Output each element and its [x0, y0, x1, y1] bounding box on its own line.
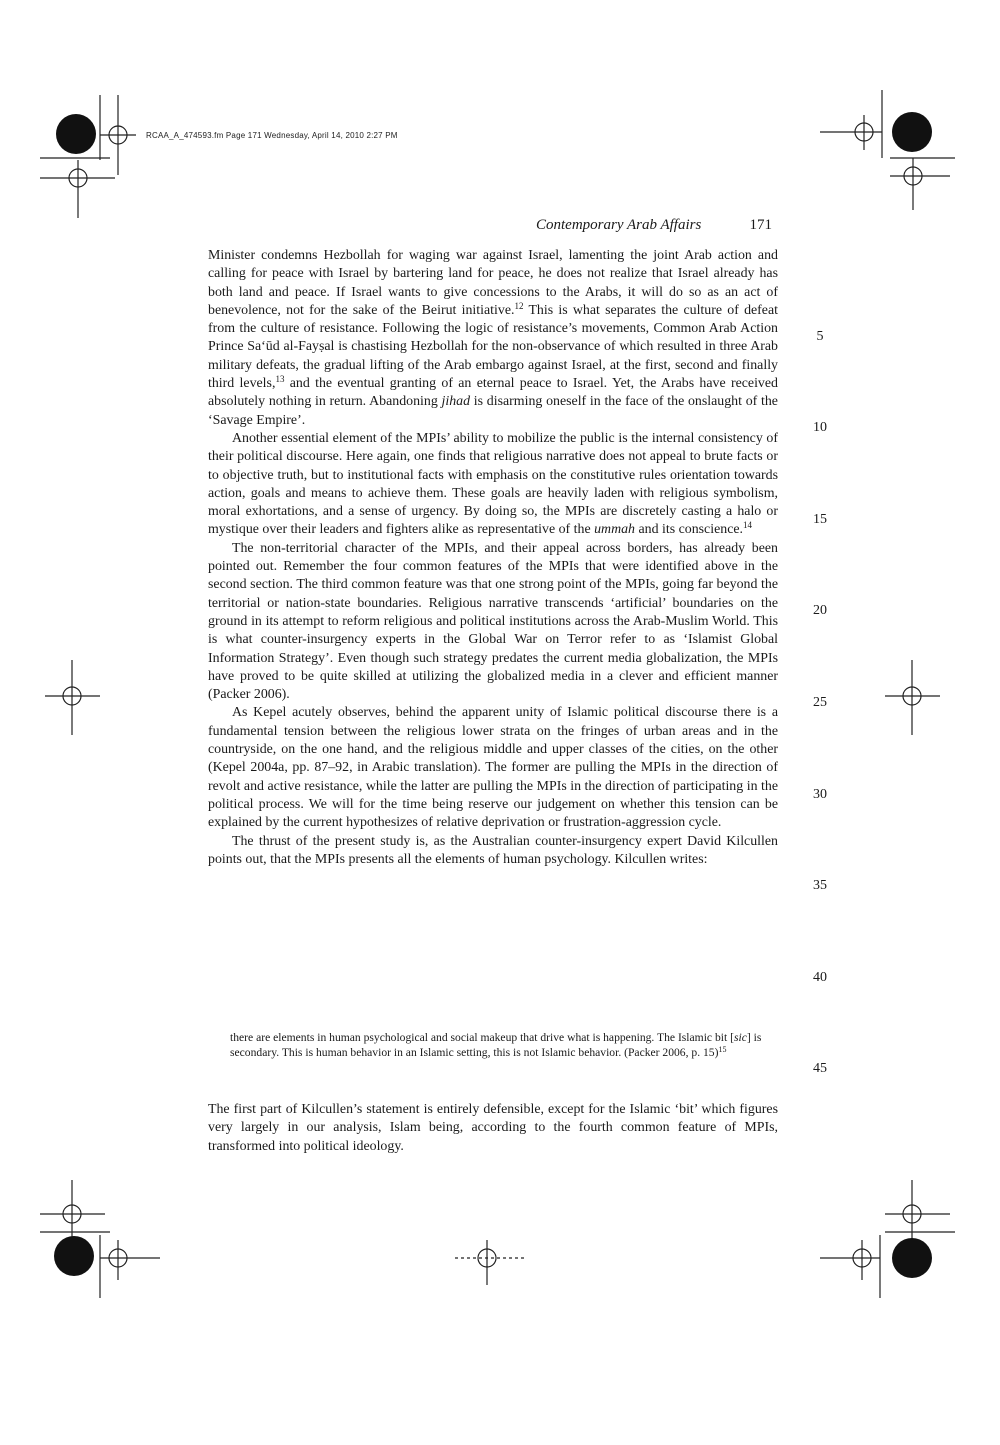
paragraph [208, 247, 778, 430]
text-run: The non-territorial character of the MPIs, and their appeal across borders, has already been pointed out. Remember the four common features of the MPIs that were identified above in the second section. The third common feature was that one strong point of the MPIs, going far beyond the territorial or nation-state boundaries. Religious narrative transcends ‘artificial’ boundaries on the ground in its attempt to reform religious and political institutions across the Arab-Muslim World. This is what counter-insurgency experts in the Global War on Terror refer to as ‘Islamist Global Information Strategy’. Even though such strategy predates the current media globalization, the MPIs have proved to be quite skilled at utilizing the globalized media in a clever and efficient manner (Packer 2006). [208, 540, 778, 703]
page-number: 171 [749, 217, 772, 233]
registration-dot [54, 1236, 94, 1276]
line-number: 40 [813, 970, 827, 985]
running-head [536, 217, 772, 234]
footnote-ref: 14 [743, 520, 752, 531]
registration-dot [892, 1238, 932, 1278]
text-run: ] is secondary. This is human behavior in an Islamic setting, this is not Islamic behavior. (Packer 2006, p. 15) [230, 1031, 762, 1059]
line-number: 45 [813, 1061, 827, 1076]
line-number: 25 [813, 695, 827, 710]
line-number: 30 [813, 787, 827, 802]
text-run: Another essential element of the MPIs’ ability to mobilize the public is the internal consistency of their political discourse. Here again, one finds that religious narrative does not appeal to brute facts or to objective truth, but to institutional facts with emphasis on the constitutive rules orientation towards action, goals and means to achieve them. These goals are heavily laden with religious symbolism, moral exhortations, and a sense of urgency. By doing so, the MPIs are discretely casting a halo or mystique over their leaders and fighters alike as representative of the [208, 430, 778, 538]
text-run: and its conscience. [635, 522, 743, 538]
closing-paragraph: The first part of Kilcullen’s statement is entirely defensible, except for the Islamic ‘bit’ which figures very largely in our analysis, Islam being, according to the fourth common feature of MPIs, transformed into political ideology. [208, 1102, 778, 1154]
text-run: is disarming oneself in the face of the onslaught of the ‘Savage Empire’. [208, 394, 778, 428]
footnote-ref: 12 [514, 300, 524, 311]
block-quote [230, 1030, 770, 1060]
registration-dot [56, 114, 96, 154]
line-number: 15 [813, 512, 827, 527]
text-run: there are elements in human psychological and social makeup that drive what is happening. The Islamic bit [ [230, 1031, 734, 1044]
text-run: and the eventual granting of an eternal peace to Israel. Yet, the Arabs have received absolutely nothing in return. Abandoning [208, 376, 778, 410]
line-number: 35 [813, 878, 827, 893]
italic-term: jihad [441, 394, 471, 410]
italic-term: ummah [594, 522, 635, 538]
paragraph [208, 430, 778, 540]
text-run: This is what separates the culture of defeat from the culture of resistance. Following the logic of resistance’s movements, Common Arab Action Prince Sa‘ūd al-Fayṣal is chastising Hezbollah for the non-observance of which resulted in three Arab military defeats, the gradual lifting of the Arab embargo against Israel, at the first, second and finally third levels, [208, 302, 778, 392]
footnote-ref: 15 [718, 1045, 727, 1054]
body-text [208, 247, 778, 869]
text-run: The thrust of the present study is, as the Australian counter-insurgency expert David Kilcullen points out, that the MPIs presents all the elements of human psychology. Kilcullen writes: [208, 833, 778, 867]
paragraph [208, 540, 778, 705]
line-number: 10 [813, 420, 827, 435]
italic-term: sic [733, 1031, 747, 1044]
text-run: Minister condemns Hezbollah for waging war against Israel, lamenting the joint Arab action and calling for peace with Israel by bartering land for peace, he does not realize that Israel already has both land and peace. If Israel wants to give concessions to the Arabs, it will do so as an act of benevolence, not for the sake of the Beirut initiative. [208, 248, 778, 318]
line-number: 5 [816, 329, 824, 344]
paragraph [208, 833, 778, 870]
line-number: 20 [813, 603, 827, 618]
footnote-ref: 13 [275, 374, 285, 385]
journal-title: Contemporary Arab Affairs [536, 217, 702, 233]
registration-dot [892, 112, 932, 152]
print-slug: RCAA_A_474593.fm Page 171 Wednesday, April 14, 2010 2:27 PM [146, 131, 398, 140]
text-run: As Kepel acutely observes, behind the apparent unity of Islamic political discourse there is a fundamental tension between the religious lower strata on the fringes of urban areas and in the countryside, on the one hand, and the religious middle and upper classes of the cities, on the other (Kepel 2004a, pp. 87–92, in Arabic translation). The former are pulling the MPIs in the direction of revolt and active resistance, while the latter are pulling the MPIs in the direction of participating in the political process. We will for the time being reserve our judgement on whether this tension can be explained by the current hypothesizes of relative deprivation or frustration-aggression cycle. [208, 705, 778, 831]
paragraph [208, 704, 778, 832]
